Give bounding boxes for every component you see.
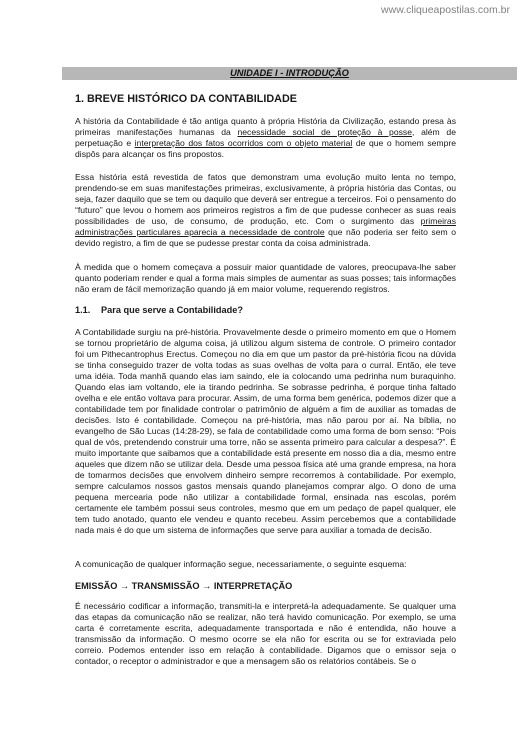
section-title: 1. BREVE HISTÓRICO DA CONTABILIDADE: [75, 93, 297, 105]
paragraph-history-origin: A história da Contabilidade é tão antiga quanto à própria História da Civilização, estando presa às primeiras manifestações humanas da necessidade social de proteção à posse, além de perpetuação e interpretação dos fatos ocorridos com o objeto material de que o homem sempre dispôs para alcançar os fins propostos.: [75, 116, 456, 159]
communication-flow: EMISSÃO → TRANSMISSÃO → INTERPRETAÇÃO: [75, 581, 293, 591]
paragraph-communication-explanation: É necessário codificar a informação, transmiti-la e interpretá-la adequadamente. Se qualquer uma das etapas da comunicação não se realizar, não terá havido comunicação. Por exemplo, se uma carta é corretamente escrita, adequadamente transportada e não é entendida, não houve a transmissão da informação. O mesmo ocorre se ela não for escrita ou se for extraviada pelo correio. Podemos entender isso em relação à contabilidade. Digamos que o emissor seja o contador, o receptor o administrador e que a mensagem são os relatórios contábeis. Se o: [75, 601, 456, 666]
paragraph-accounting-purpose: A Contabilidade surgiu na pré-história. Provavelmente desde o primeiro momento em que o Homem se tornou proprietário de alguma coisa, já utilizou algum sistema de controle. O primeiro contador foi um Pithecantrophus Erectus. Começou no dia em que um pastor da pré-história ficou na dúvida se tinha conseguido trazer de volta todas as suas ovelhas de volta para o curral. Então, ele teve uma idéia. Toda manhã quando elas iam saindo, ele ia colocando uma pedrinha num buraquinho. Quando elas iam voltando, ele ia tirando pedrinha. Se sobrasse pedrinha, é porque tinha faltado ovelha e ele então voltava para procurar. Assim, de uma forma bem genérica, podemos dizer que a contabilidade tem por finalidade controlar o patrimônio de alguém a fim de auxiliar as tomadas de decisões. Isto é contabilidade. Começou na pré-história, mas não parou por aí. Na bíblia, no evangelho de São Lucas (14:28-29), se fala de contabilidade como uma forma de bom senso: “Pois qual de vós, pretendendo construir uma torre, não se assenta primeiro para calcular a despesa?”. É muito importante que saibamos que a contabilidade está presente em nosso dia a dia, mesmo entre aqueles que dizem não se utilizar dela. Desde uma pessoa física até uma grande empresa, na hora de tomarmos decisões que envolvem dinheiro sempre recorremos à contabilidade. Por exemplo, sempre calculamos nossos gastos mensais quando planejamos comprar algo. O dono de uma pequena mercearia pode não utilizar a contabilidade formal, ensinada nas escolas, porém certamente ele também possui seus controles, mesmo que em um pedaço de papel qualquer, ele tem tudo anotado, quanto ele vendeu e quanto recebeu. Assim percebemos que a contabilidade nada mais é do que um sistema de informações que serve para auxiliar a tomada de decisão.: [75, 327, 456, 535]
paragraph-values-records: À medida que o homem começava a possuir maior quantidade de valores, preocupava-lhe saber quanto poderiam render e qual a forma mais simples de aumentar as suas posses; tais informações não eram de fácil memorização quando já em maior volume, requerendo registros.: [75, 262, 456, 294]
unit-banner: UNIDADE I - INTRODUÇÃO: [62, 67, 517, 80]
site-url[interactable]: www.cliqueapostilas.com.br: [381, 4, 510, 16]
paragraph-history-evolution: Essa história está revestida de fatos que demonstram uma evolução muito lenta no tempo, prendendo-se em suas manifestações primeiras, exclusivamente, à própria história das Contas, ou seja, fazer daquilo que se tem ou daquilo que deverá ser entregue a terceiros. Foi o pensamento do “futuro” que levou o homem aos primeiros registros a fim de que pudesse conhecer as suas reais possibilidades de uso, de consumo, de produção, etc. Com o surgimento das primeiras administrações particulares aparecia a necessidade de controle que não poderia ser feito sem o devido registro, a fim de que se pudesse prestar conta da coisa administrada.: [75, 172, 456, 248]
subsection-title: 1.1. Para que serve a Contabilidade?: [75, 305, 243, 315]
paragraph-communication-scheme: A comunicação de qualquer informação segue, necessariamente, o seguinte esquema:: [75, 559, 407, 569]
